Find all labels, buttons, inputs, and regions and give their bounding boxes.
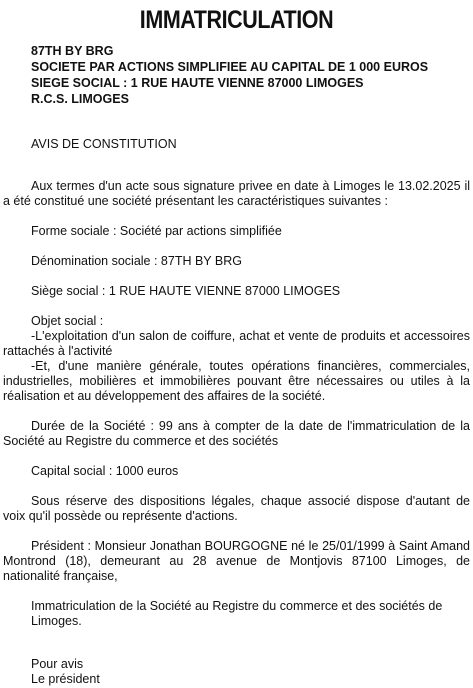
objet-social-paragraph — [3, 314, 470, 404]
objet-title: Objet social : — [31, 314, 104, 328]
denomination-text: Dénomination sociale : 87TH BY BRG — [31, 254, 242, 268]
capital-paragraph — [3, 464, 470, 479]
forme-sociale-text: Forme sociale : Société par actions simplifiée — [31, 224, 282, 238]
vote-paragraph — [3, 494, 470, 524]
company-name: 87TH BY BRG — [31, 44, 114, 58]
signature-line-1: Pour avis — [31, 657, 84, 671]
intro-text: Aux termes d'un acte sous signature privee en date à Limoges le 13.02.2025 il a été constitué une société présentant les caractéristiques suivantes : — [3, 179, 470, 208]
company-rcs: R.C.S. LIMOGES — [31, 92, 129, 106]
notice-type: AVIS DE CONSTITUTION — [31, 137, 177, 151]
vote-text: Sous réserve des dispositions légales, chaque associé dispose d'autant de voix qu'il possède ou représente d'actions. — [3, 494, 470, 523]
signature-line-2: Le président — [31, 672, 100, 686]
objet-line-1: -L'exploitation d'un salon de coiffure, achat et vente de produits et accessoires rattachés à l'activité — [3, 329, 470, 358]
document-title: IMMATRICULATION — [139, 6, 334, 34]
capital-text: Capital social : 1000 euros — [31, 464, 179, 478]
company-registered-office: SIEGE SOCIAL : 1 RUE HAUTE VIENNE 87000 LIMOGES — [31, 76, 364, 90]
immatriculation-paragraph — [3, 599, 470, 629]
signature-block — [31, 657, 470, 687]
company-legal-form: SOCIETE PAR ACTIONS SIMPLIFIEE AU CAPITAL DE 1 000 EUROS — [31, 60, 429, 74]
objet-line-2: -Et, d'une manière générale, toutes opérations financières, commerciales, industrielles, mobilières et immobilières pouvant être nécessaires ou utiles à la réalisation et au développement des affaires de la société. — [3, 359, 470, 403]
intro-paragraph — [3, 179, 470, 209]
duree-text: Durée de la Société : 99 ans à compter de la date de l'immatriculation de la Société au Registre du commerce et des sociétés — [3, 419, 470, 448]
company-header — [31, 43, 470, 107]
duree-paragraph — [3, 419, 470, 449]
siege-text: Siège social : 1 RUE HAUTE VIENNE 87000 LIMOGES — [31, 284, 341, 298]
notice-body — [3, 179, 470, 629]
president-paragraph — [3, 539, 470, 584]
immatriculation-text: Immatriculation de la Société au Registre du commerce et des sociétés de Limoges. — [31, 599, 443, 628]
forme-sociale-paragraph — [3, 224, 470, 239]
denomination-paragraph — [3, 254, 470, 269]
president-text: Président : Monsieur Jonathan BOURGOGNE né le 25/01/1999 à Saint Amand Montrond (18), demeurant au 28 avenue de Montjovis 87100 Limoges, de nationalité française, — [3, 539, 470, 583]
siege-paragraph — [3, 284, 470, 299]
